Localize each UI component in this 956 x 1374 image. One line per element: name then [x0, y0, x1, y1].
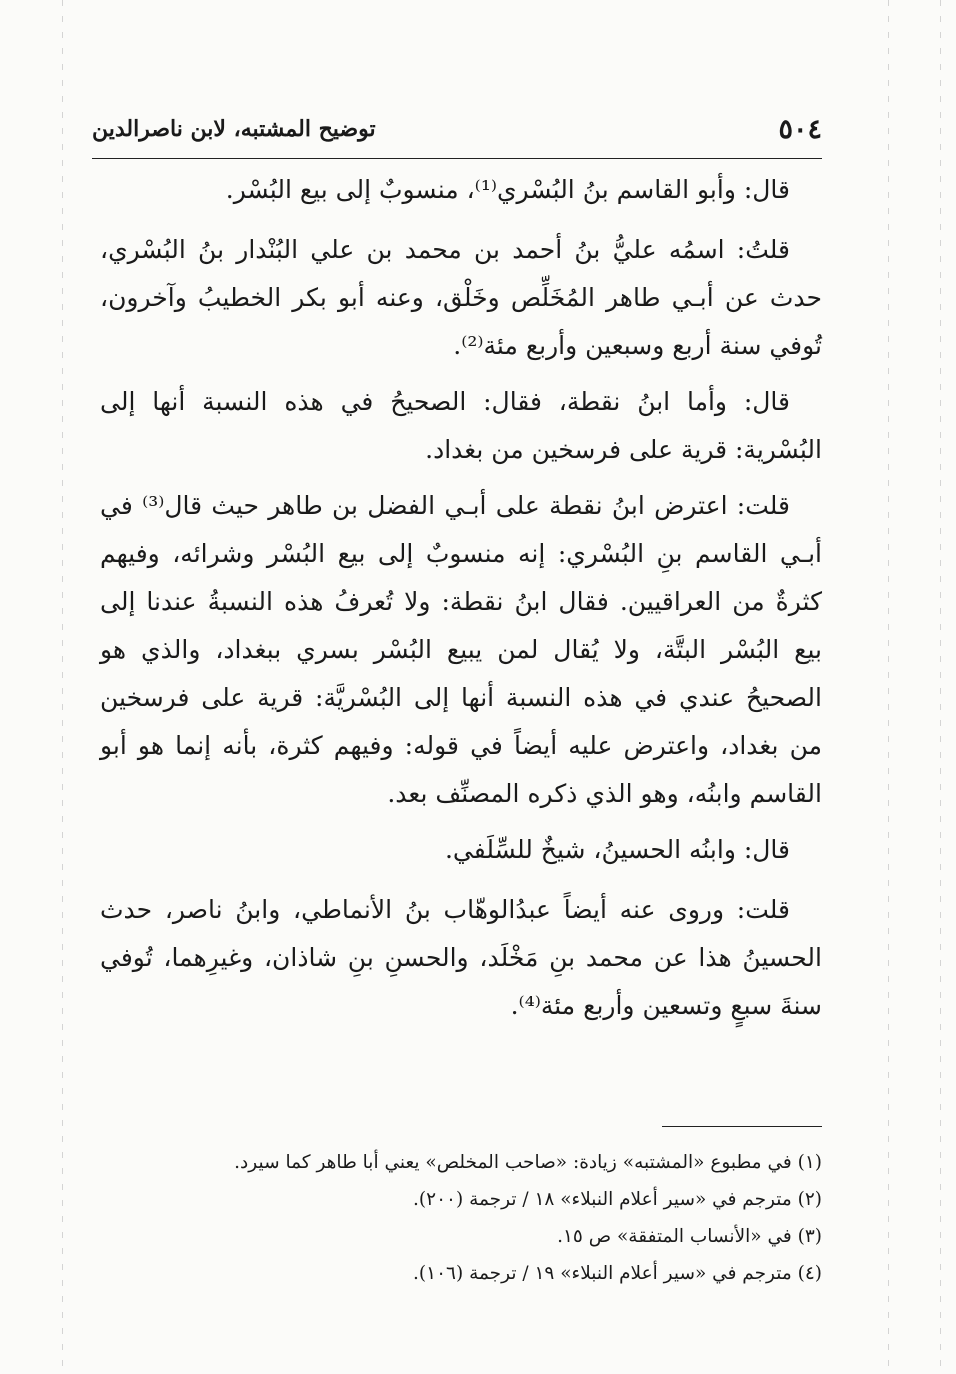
footnotes	[100, 1144, 822, 1292]
footnote-rule	[662, 1126, 822, 1127]
scan-margin-line-left	[62, 0, 63, 1374]
footnote: (٢) مترجم في «سير أعلام النبلاء» ١٨ / ترجمة (٢٠٠).	[413, 1189, 822, 1210]
paragraph: قلتُ: اسمُه عليُّ بنُ أحمد بن محمد بن علي البُنْدار بنُ البُسْري، حدث عن أبـي طاهر المُخَلِّص وخَلْق، وعنه أبو بكر الخطيبُ وآخرون، تُوفي سنة أربع وسبعين وأربع مئة⁽²⁾.	[100, 235, 822, 360]
main-text	[100, 166, 822, 1038]
scan-edge-line	[940, 0, 941, 1374]
footnote: (١) في مطبوع «المشتبه» زيادة: «صاحب المخلص» يعني أبا طاهر كما سيرد.	[234, 1152, 822, 1173]
paragraph: قال: وأما ابنُ نقطة، فقال: الصحيحُ في هذه النسبة أنها إلى البُسْرية: قرية على فرسخين من بغداد.	[100, 387, 822, 464]
paragraph: قال: وأبو القاسم بنُ البُسْري⁽¹⁾، منسوبٌ إلى بيع البُسْر.	[225, 175, 790, 204]
page-number: ٥٠٤	[778, 114, 822, 145]
paragraph: قلت: اعترض ابنُ نقطة على أبـي الفضل بن طاهر حيث قال⁽³⁾ في أبـي القاسم بنِ البُسْري: إنه منسوبٌ إلى بيع البُسْر وشرائه، وفيهم كثرةٌ من العراقيين. فقال ابنُ نقطة: ولا تُعرفُ هذه النسبةُ عندنا إلى بيع البُسْر البتَّة، ولا يُقال لمن يبيع البُسْر بسري ببغداد، والذي هو الصحيحُ عندي في هذه النسبة أنها إلى البُسْريَّة: قرية على فرسخين من بغداد، واعترض عليه أيضاً في قوله: وفيهم كثرة، بأنه إنما هو أبو القاسم وابنُه، وهو الذي ذكره المصنِّف بعد.	[100, 491, 823, 808]
header-rule	[92, 158, 822, 159]
paragraph: قلت: وروى عنه أيضاً عبدُالوهّاب بنُ الأنماطي، وابنُ ناصر، حدث الحسينُ هذا عن محمد بنِ مَخْلَد، والحسنِ بنِ شاذان، وغيرِهما، تُوفي سنةَ سبعٍ وتسعين وأربع مئة⁽⁴⁾.	[100, 895, 822, 1020]
page-header	[92, 112, 822, 156]
footnote: (٣) في «الأنساب المتفقة» ص ١٥.	[557, 1226, 822, 1247]
footnote: (٤) مترجم في «سير أعلام النبلاء» ١٩ / ترجمة (١٠٦).	[413, 1263, 822, 1284]
paragraph: قال: وابنُه الحسينُ، شيخٌ للسِّلَفي.	[444, 835, 790, 864]
running-title: توضيح المشتبه، لابن ناصرالدين	[92, 116, 376, 142]
scan-margin-line-right	[888, 0, 889, 1374]
